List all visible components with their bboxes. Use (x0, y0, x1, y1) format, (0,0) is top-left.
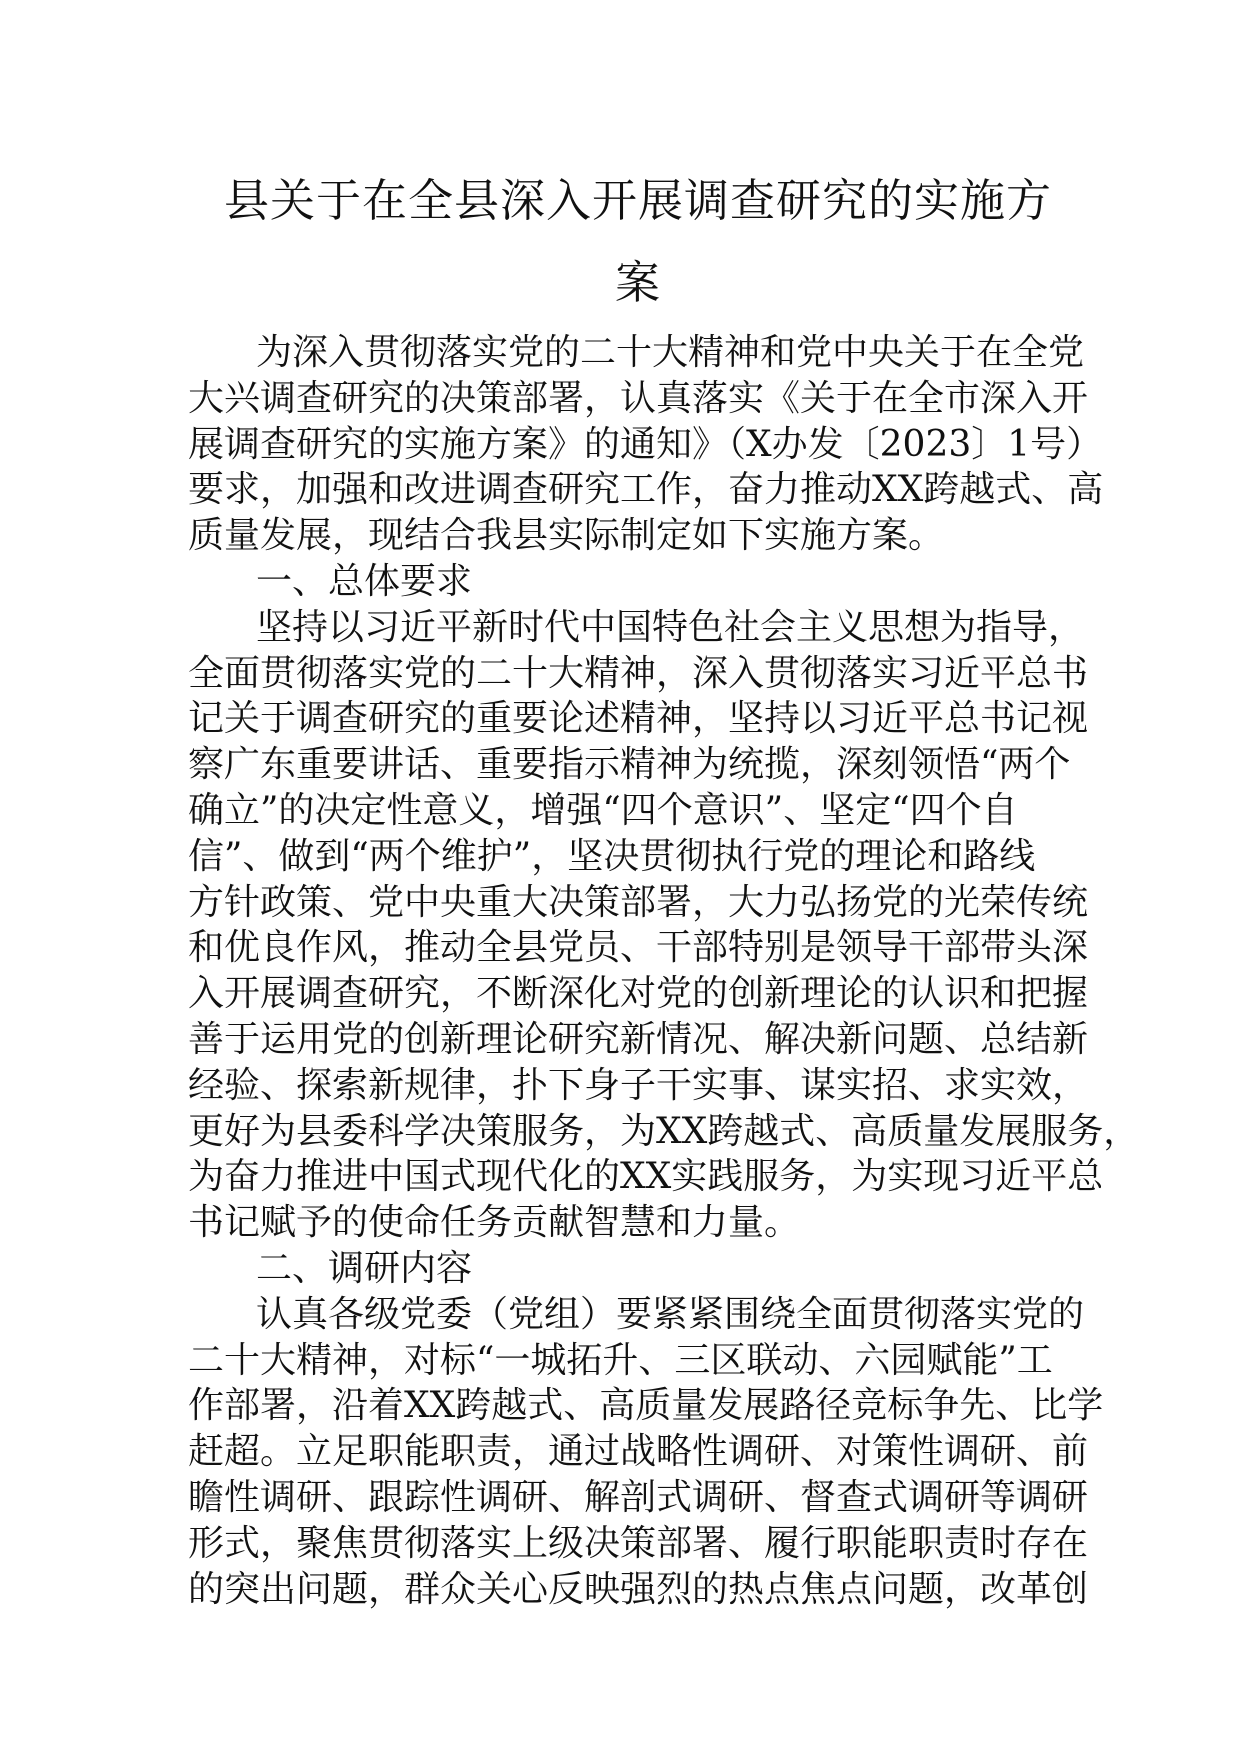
heading-text: 一、总体要求 (256, 560, 473, 602)
paragraph-line: 二十大精神，对标“一城拓升、三区联动、六园赋能”工 (188, 1339, 1053, 1381)
paragraph-line: 大兴调查研究的决策部署，认真落实《关于在全市深入开 (188, 377, 1089, 419)
section-heading (188, 559, 1088, 605)
paragraph-line: 认真各级党委（党组）要紧紧围绕全面贯彻落实党的 (256, 1293, 1085, 1335)
document-body (188, 330, 1140, 1612)
paragraph-line: 察广东重要讲话、重要指示精神为统揽，深刻领悟“两个 (188, 744, 1071, 786)
paragraph-line: 的突出问题，群众关心反映强烈的热点焦点问题，改革创 (188, 1568, 1089, 1610)
paragraph-line: 要求，加强和改进调查研究工作，奋力推动XX跨越式、高 (188, 469, 1104, 511)
paragraph-line: 方针政策、党中央重大决策部署，大力弘扬党的光荣传统 (188, 881, 1089, 923)
paragraph-line: 赶超。立足职能职责，通过战略性调研、对策性调研、前 (188, 1431, 1089, 1473)
paragraph-line: 确立”的决定性意义，增强“四个意识”、坚定“四个自 (188, 789, 1018, 831)
title-line: 县关于在全县深入开展调查研究的实施方 (223, 174, 1052, 227)
paragraph (188, 1292, 1104, 1613)
paragraph-line: 为深入贯彻落实党的二十大精神和党中央关于在全党 (256, 332, 1085, 373)
title-line: 案 (614, 256, 661, 309)
paragraph-line: 信”、做到“两个维护”，坚决贯彻执行党的理论和路线 (188, 835, 1036, 877)
document-page (188, 160, 1140, 1612)
paragraph (188, 605, 1140, 1246)
paragraph-line: 和优良作风，推动全县党员、干部特别是领导干部带头深 (188, 927, 1089, 969)
paragraph-line: 瞻性调研、跟踪性调研、解剖式调研、督查式调研等调研 (188, 1476, 1089, 1518)
paragraph-line: 更好为县委科学决策服务，为XX跨越式、高质量发展服务， (188, 1110, 1140, 1152)
paragraph-line: 展调查研究的实施方案》的通知》（X办发〔2023〕1号） (188, 423, 1103, 465)
document-title (188, 160, 1088, 324)
paragraph-line: 经验、探索新规律，扑下身子干实事、谋实招、求实效， (188, 1064, 1089, 1106)
paragraph-line: 为奋力推进中国式现代化的XX实践服务，为实现习近平总 (188, 1156, 1104, 1198)
paragraph-line: 坚持以习近平新时代中国特色社会主义思想为指导， (256, 606, 1085, 648)
heading-text: 二、调研内容 (256, 1247, 473, 1289)
paragraph-line: 书记赋予的使命任务贡献智慧和力量。 (188, 1202, 801, 1244)
paragraph-line: 记关于调查研究的重要论述精神，坚持以习近平总书记视 (188, 698, 1089, 740)
section-heading (188, 1246, 1088, 1292)
paragraph-line: 全面贯彻落实党的二十大精神，深入贯彻落实习近平总书 (188, 652, 1089, 694)
paragraph-line: 形式，聚焦贯彻落实上级决策部署、履行职能职责时存在 (188, 1522, 1089, 1564)
paragraph-line: 作部署，沿着XX跨越式、高质量发展路径竞标争先、比学 (188, 1385, 1104, 1427)
paragraph-line: 入开展调查研究，不断深化对党的创新理论的认识和把握 (188, 973, 1089, 1015)
paragraph (188, 330, 1104, 559)
paragraph-line: 质量发展，现结合我县实际制定如下实施方案。 (188, 515, 945, 557)
paragraph-line: 善于运用党的创新理论研究新情况、解决新问题、总结新 (188, 1018, 1089, 1060)
